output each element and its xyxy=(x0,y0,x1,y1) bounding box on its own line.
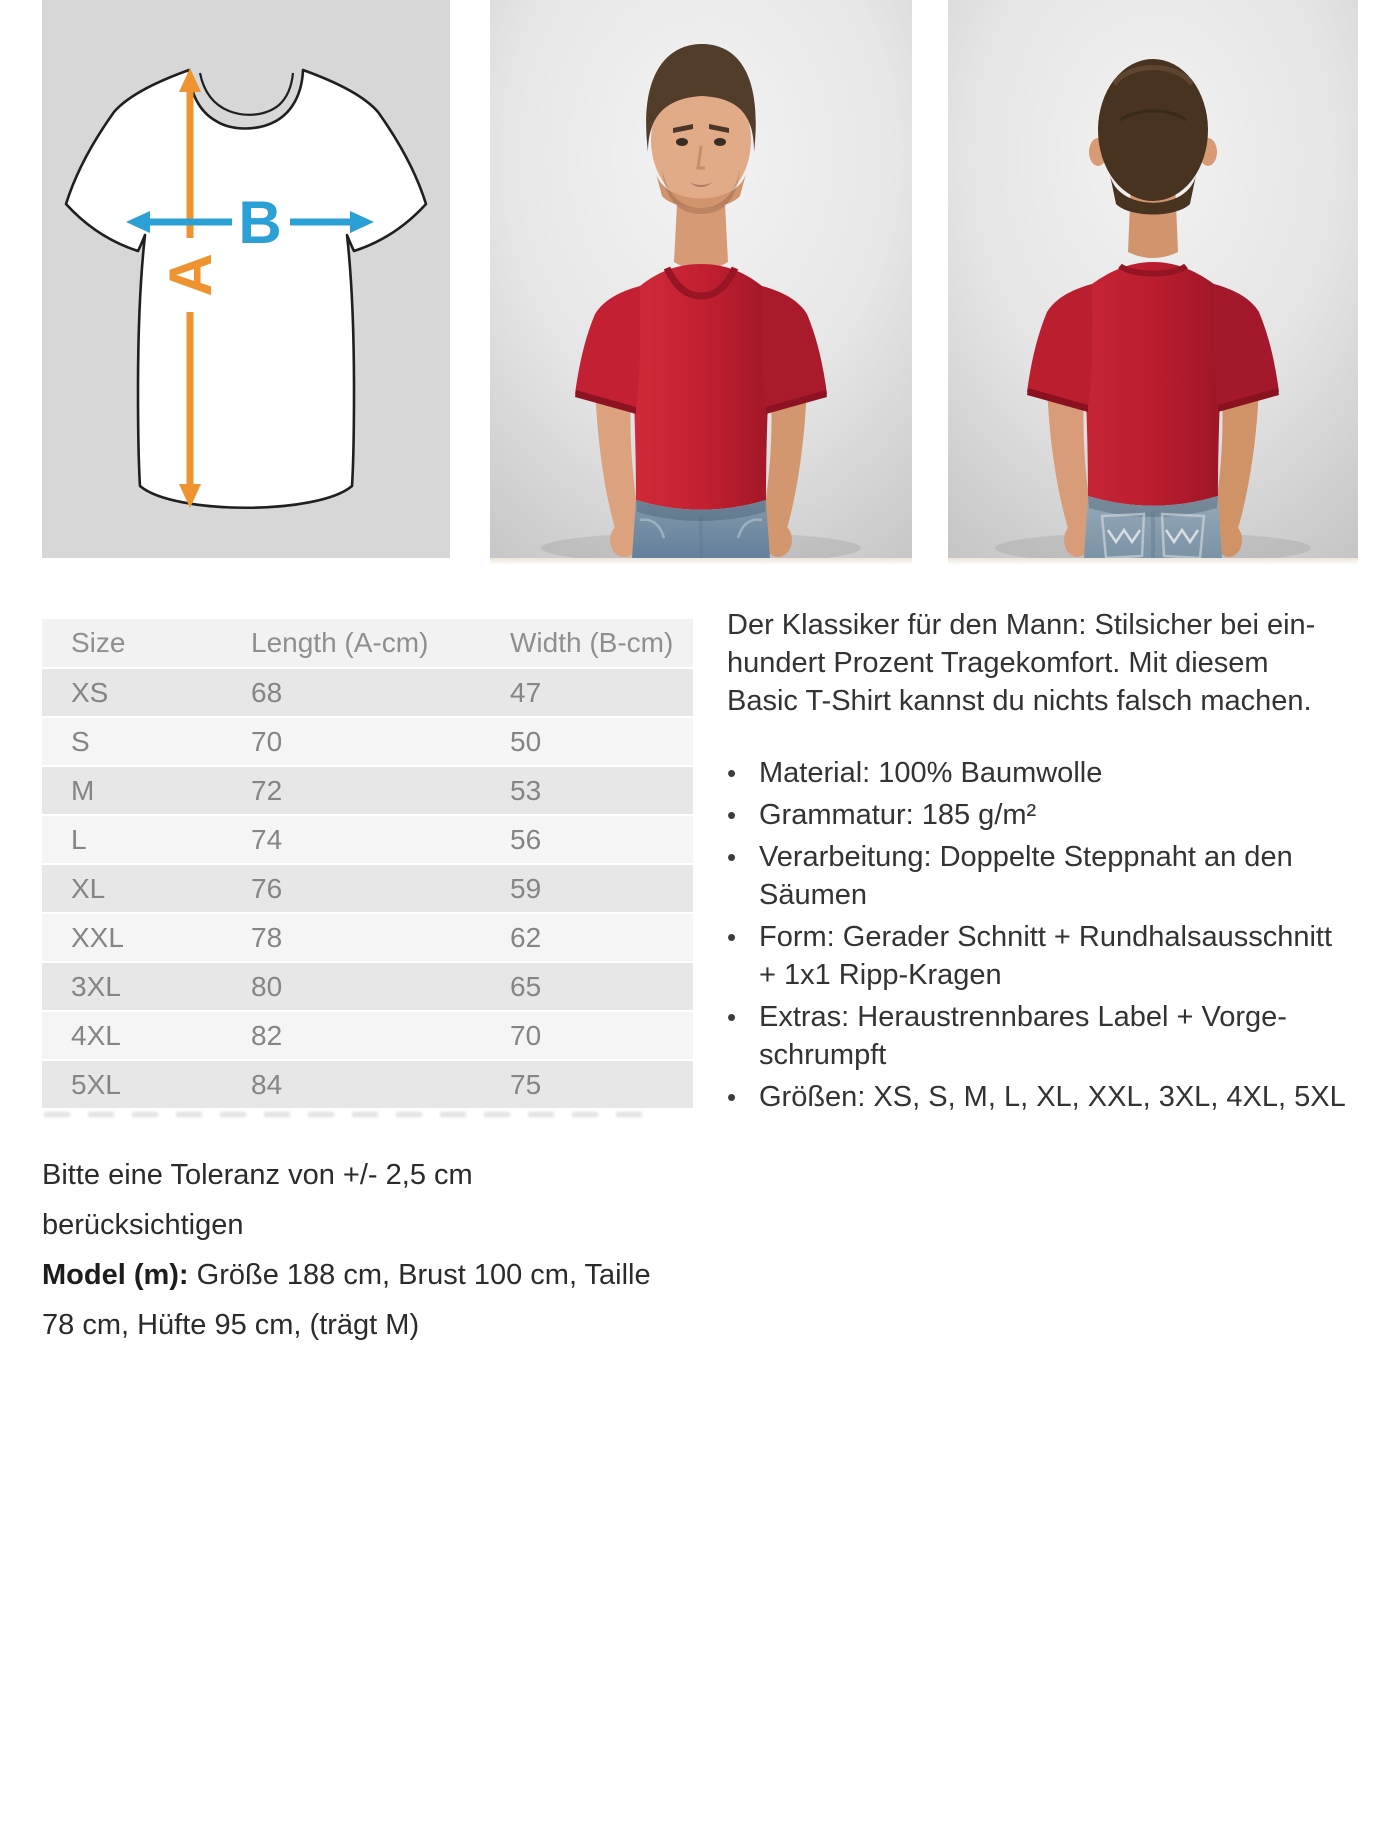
cell-size: S xyxy=(71,725,90,757)
cell-width: 62 xyxy=(510,921,542,953)
cell-width: 70 xyxy=(510,1019,542,1051)
table-row xyxy=(42,914,693,961)
model-info-line2: 78 cm, Hüfte 95 cm, (trägt M) xyxy=(42,1309,420,1341)
feature-line: Material: 100% Baumwolle xyxy=(759,757,1103,789)
cell-width: 56 xyxy=(510,823,542,855)
feature-line: Grammatur: 185 g/m² xyxy=(759,799,1037,831)
tolerance-note: Bitte eine Toleranz von +/- 2,5 cm berücksichtigen xyxy=(42,1159,473,1241)
col-header-width: Width (B-cm) xyxy=(510,627,674,658)
size-chart-table xyxy=(42,619,693,1110)
feature-item xyxy=(727,838,1337,914)
cropped-text-artifact xyxy=(44,1112,644,1117)
photo-front-shadow xyxy=(490,558,912,565)
cell-length: 84 xyxy=(251,1068,283,1100)
product-features-list xyxy=(727,754,1346,1116)
model-back-illustration xyxy=(948,0,1358,558)
cell-length: 78 xyxy=(251,921,283,953)
feature-line: Säumen xyxy=(759,879,868,911)
cell-length: 70 xyxy=(251,725,283,757)
size-chart-header xyxy=(42,619,693,667)
cell-length: 82 xyxy=(251,1019,283,1051)
cell-size: XXL xyxy=(71,921,124,953)
model-info-line1 xyxy=(42,1250,682,1300)
bullet-icon: • xyxy=(727,1002,737,1032)
description-line: Basic T-Shirt kannst du nichts falsch machen. xyxy=(727,685,1312,717)
product-photo-back xyxy=(948,0,1358,558)
cell-size: XS xyxy=(71,676,109,708)
label-a: A xyxy=(157,253,224,297)
cell-width: 65 xyxy=(510,970,542,1002)
cell-size: 5XL xyxy=(71,1068,121,1100)
feature-line: Extras: Heraustrennbares Label + Vorge- xyxy=(759,1001,1287,1033)
cell-length: 76 xyxy=(251,872,283,904)
cell-size: M xyxy=(71,774,95,806)
bullet-icon: • xyxy=(727,922,737,952)
model-measurements: Größe 188 cm, Brust 100 cm, Taille xyxy=(196,1259,651,1291)
table-row xyxy=(42,963,693,1010)
tshirt-outline-diagram xyxy=(42,0,450,558)
description-intro xyxy=(727,606,1337,720)
table-row xyxy=(42,1012,693,1059)
table-row xyxy=(42,669,693,716)
table-row xyxy=(42,767,693,814)
cell-size: 3XL xyxy=(71,970,121,1002)
product-description xyxy=(727,606,1346,1120)
cell-length: 68 xyxy=(251,676,283,708)
feature-item xyxy=(727,754,1337,792)
cell-size: 4XL xyxy=(71,1019,121,1051)
bullet-icon: • xyxy=(727,842,737,872)
bullet-icon: • xyxy=(727,1082,737,1112)
feature-item xyxy=(727,1078,1346,1116)
product-photo-front xyxy=(490,0,912,558)
photo-back-shadow xyxy=(948,558,1358,565)
size-chart-body xyxy=(42,669,693,1108)
col-header-size: Size xyxy=(71,627,126,658)
cell-length: 74 xyxy=(251,823,283,855)
feature-item xyxy=(727,918,1337,994)
cell-width: 53 xyxy=(510,774,542,806)
feature-item xyxy=(727,796,1337,834)
cell-width: 50 xyxy=(510,725,542,757)
cell-size: XL xyxy=(71,872,106,904)
feature-line: Verarbeitung: Doppelte Steppnaht an den xyxy=(759,841,1293,873)
feature-line: Form: Gerader Schnitt + Rundhalsausschnitt xyxy=(759,921,1333,953)
feature-line: + 1x1 Ripp-Kragen xyxy=(759,959,1002,991)
bullet-icon: • xyxy=(727,800,737,830)
table-row xyxy=(42,816,693,863)
bullet-icon: • xyxy=(727,758,737,788)
feature-line: Größen: XS, S, M, L, XL, XXL, 3XL, 4XL, 5XL xyxy=(759,1081,1346,1113)
feature-item xyxy=(727,998,1337,1074)
table-row xyxy=(42,1061,693,1108)
table-row xyxy=(42,865,693,912)
cell-size: L xyxy=(71,823,87,855)
model-label: Model (m): xyxy=(42,1259,189,1291)
measurement-diagram xyxy=(42,0,450,558)
measurement-notes xyxy=(42,1150,682,1350)
cell-width: 59 xyxy=(510,872,542,904)
col-header-length: Length (A-cm) xyxy=(251,627,429,658)
description-line: hundert Prozent Tragekomfort. Mit diesem xyxy=(727,647,1269,679)
description-line: Der Klassiker für den Mann: Stilsicher bei ein- xyxy=(727,609,1316,641)
table-row xyxy=(42,718,693,765)
cell-width: 75 xyxy=(510,1068,542,1100)
feature-line: schrumpft xyxy=(759,1039,887,1071)
model-front-illustration xyxy=(490,0,912,558)
cell-length: 80 xyxy=(251,970,283,1002)
cell-width: 47 xyxy=(510,676,542,708)
label-b: B xyxy=(238,189,282,256)
cell-length: 72 xyxy=(251,774,283,806)
